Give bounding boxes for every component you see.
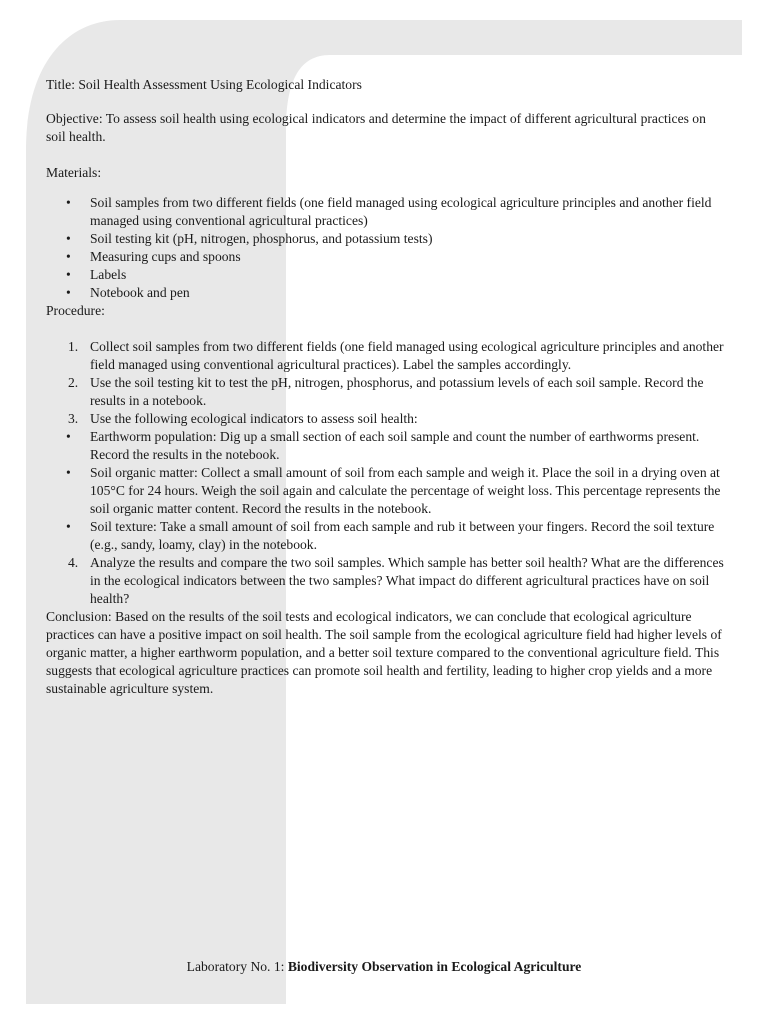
list-item: • Measuring cups and spoons — [66, 249, 241, 264]
procedure-step: 2. Use the soil testing kit to test the pH, nitrogen, phosphorus, and potassium levels of each soil sample. Record the results in a notebook. — [68, 375, 704, 408]
ecological-indicators-list — [46, 428, 728, 554]
bullet-icon: • — [66, 519, 71, 534]
footer-title: Biodiversity Observation in Ecological Agriculture — [287, 959, 582, 974]
step-number: 4. — [68, 555, 79, 570]
list-item: • Notebook and pen — [66, 285, 190, 300]
bullet-icon: • — [66, 267, 71, 282]
bullet-icon: • — [66, 249, 71, 264]
list-item: • Labels — [66, 267, 127, 282]
list-item: • Soil samples from two different fields (one field managed using ecological agriculture principles and another field managed using conventional agricultural practices) — [66, 195, 712, 228]
step-number: 2. — [68, 375, 79, 390]
procedure-step: 3. Use the following ecological indicators to assess soil health: — [68, 411, 418, 426]
step-number: 3. — [68, 411, 79, 426]
step-number: 1. — [68, 339, 79, 354]
materials-list — [46, 194, 728, 302]
bullet-icon: • — [66, 285, 71, 300]
footer-prefix: Laboratory No. 1: — [186, 959, 288, 974]
bullet-icon: • — [66, 231, 71, 246]
procedure-steps — [46, 338, 728, 428]
lab-document — [46, 76, 728, 698]
document-title: Title: Soil Health Assessment Using Ecological Indicators — [46, 77, 362, 92]
procedure-step: 4. Analyze the results and compare the two soil samples. Which sample has better soil health? What are the differences in the ecological indicators between the two samples? What impact do different agricultural practices have on soil health? — [68, 555, 724, 606]
materials-heading: Materials: — [46, 165, 102, 180]
list-item: • Soil texture: Take a small amount of soil from each sample and rub it between your fingers. Record the soil texture (e.g., sandy, loamy, clay) in the notebook. — [66, 519, 715, 552]
list-item: • Earthworm population: Dig up a small section of each soil sample and count the number of earthworms present. Record the results in the notebook. — [66, 429, 700, 462]
procedure-steps-continued — [46, 554, 728, 608]
list-item: • Soil testing kit (pH, nitrogen, phosphorus, and potassium tests) — [66, 231, 433, 246]
objective-paragraph: Objective: To assess soil health using ecological indicators and determine the impact of different agricultural practices on soil health. — [46, 111, 706, 144]
bullet-icon: • — [66, 465, 71, 480]
procedure-step: 1. Collect soil samples from two different fields (one field managed using ecological agriculture principles and another field managed using conventional agricultural practices). Label the samples accordingly. — [68, 339, 724, 372]
procedure-heading: Procedure: — [46, 303, 105, 318]
conclusion-paragraph: Conclusion: Based on the results of the soil tests and ecological indicators, we can conclude that ecological agriculture practices can have a positive impact on soil health. The soil sample from the ecological agriculture field had higher levels of organic matter, a higher earthworm population, and a better soil texture compared to the conventional agriculture field. This suggests that ecological agriculture practices can promote soil health and fertility, leading to higher crop yields and a more sustainable agriculture system. — [46, 609, 722, 696]
bullet-icon: • — [66, 429, 71, 444]
list-item: • Soil organic matter: Collect a small amount of soil from each sample and weigh it. Place the soil in a drying oven at 105°C for 24 hours. Weigh the soil again and calculate the percentage of weight loss. This percentage represents the soil organic matter content. Record the results in the notebook. — [66, 465, 721, 516]
bullet-icon: • — [66, 195, 71, 210]
page-footer — [0, 959, 768, 975]
